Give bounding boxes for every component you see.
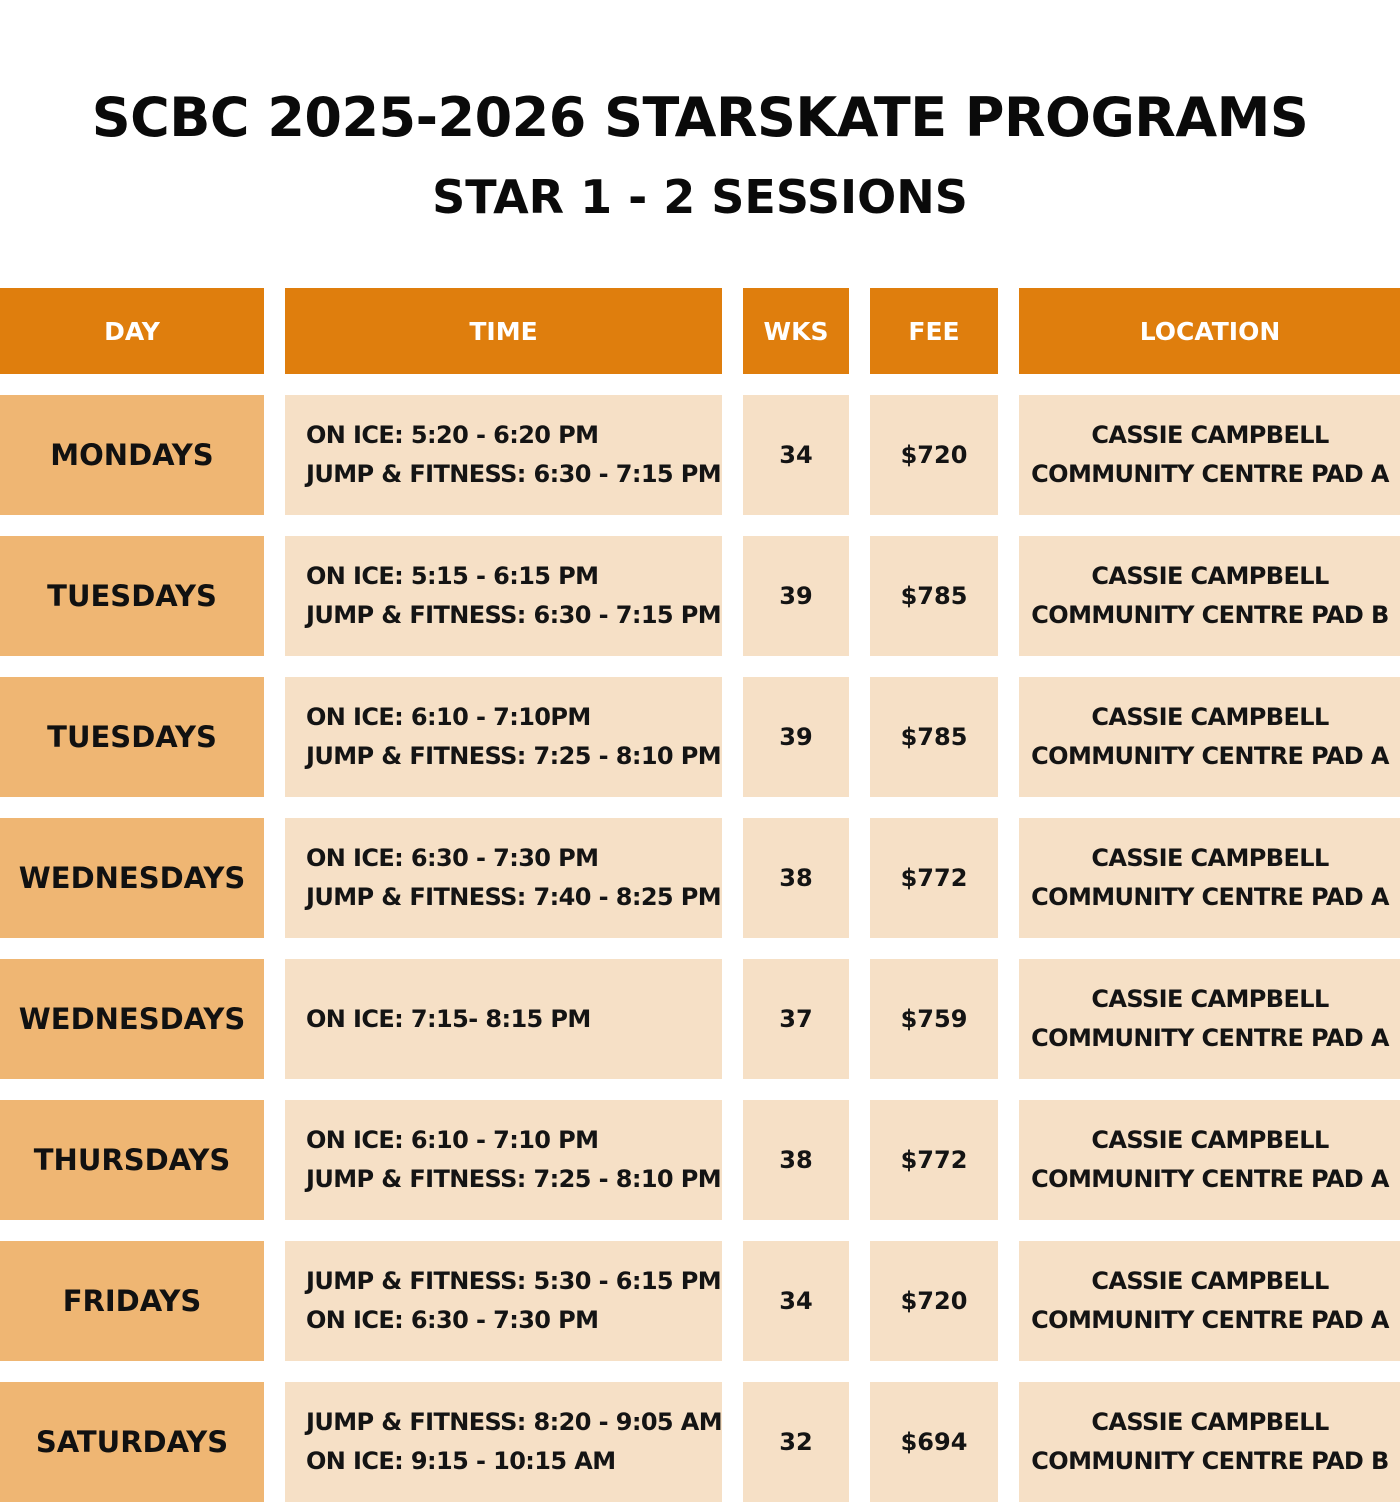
location-cell — [1019, 395, 1400, 515]
fee-cell: $772 — [870, 818, 998, 938]
location-cell — [1019, 1382, 1400, 1502]
fee-cell: $785 — [870, 677, 998, 797]
location-line: COMMUNITY CENTRE PAD A — [1031, 1165, 1389, 1193]
weeks-cell: 39 — [743, 536, 849, 656]
day-cell: THURSDAYS — [0, 1100, 264, 1220]
day-cell: WEDNESDAYS — [0, 818, 264, 938]
time-lines — [306, 1403, 722, 1481]
location-lines — [1031, 980, 1389, 1058]
time-cell — [285, 395, 722, 515]
location-line: COMMUNITY CENTRE PAD B — [1031, 601, 1389, 629]
location-cell — [1019, 1241, 1400, 1361]
fee-cell: $772 — [870, 1100, 998, 1220]
location-line: COMMUNITY CENTRE PAD A — [1031, 1024, 1389, 1052]
column-header-weeks: WKS — [743, 288, 849, 374]
location-line: CASSIE CAMPBELL — [1091, 1126, 1329, 1154]
time-line: ON ICE: 9:15 - 10:15 AM — [306, 1447, 616, 1475]
location-cell — [1019, 818, 1400, 938]
time-cell — [285, 818, 722, 938]
location-cell — [1019, 959, 1400, 1079]
weeks-cell: 34 — [743, 1241, 849, 1361]
time-lines — [306, 1262, 721, 1340]
time-lines — [306, 1000, 591, 1039]
location-lines — [1031, 557, 1388, 635]
time-line: ON ICE: 6:10 - 7:10 PM — [306, 1126, 599, 1154]
time-line: ON ICE: 6:30 - 7:30 PM — [306, 844, 599, 872]
location-cell — [1019, 677, 1400, 797]
time-line: JUMP & FITNESS: 7:25 - 8:10 PM — [306, 1165, 722, 1193]
day-cell: MONDAYS — [0, 395, 264, 515]
location-line: COMMUNITY CENTRE PAD A — [1031, 883, 1389, 911]
weeks-cell: 37 — [743, 959, 849, 1079]
location-line: CASSIE CAMPBELL — [1091, 1267, 1329, 1295]
location-cell — [1019, 1100, 1400, 1220]
location-lines — [1031, 416, 1389, 494]
column-header-fee: FEE — [870, 288, 998, 374]
location-line: CASSIE CAMPBELL — [1091, 844, 1329, 872]
weeks-cell: 34 — [743, 395, 849, 515]
time-cell — [285, 536, 722, 656]
time-cell — [285, 1241, 722, 1361]
schedule-table — [0, 288, 1400, 1502]
location-lines — [1031, 839, 1389, 917]
location-lines — [1031, 1403, 1388, 1481]
day-cell: WEDNESDAYS — [0, 959, 264, 1079]
weeks-cell: 38 — [743, 1100, 849, 1220]
time-line: ON ICE: 5:15 - 6:15 PM — [306, 562, 599, 590]
column-header-location: LOCATION — [1019, 288, 1400, 374]
location-line: CASSIE CAMPBELL — [1091, 421, 1329, 449]
page-title: SCBC 2025-2026 STARSKATE PROGRAMS — [91, 86, 1309, 149]
time-lines — [306, 1121, 721, 1199]
page-subtitle: STAR 1 - 2 SESSIONS — [432, 170, 968, 224]
location-line: CASSIE CAMPBELL — [1091, 985, 1329, 1013]
location-line: COMMUNITY CENTRE PAD A — [1031, 742, 1389, 770]
weeks-cell: 38 — [743, 818, 849, 938]
time-line: JUMP & FITNESS: 7:25 - 8:10 PM — [306, 742, 722, 770]
location-line: CASSIE CAMPBELL — [1091, 1408, 1329, 1436]
location-line: COMMUNITY CENTRE PAD B — [1031, 1447, 1389, 1475]
time-lines — [306, 698, 721, 776]
column-header-time: TIME — [285, 288, 722, 374]
time-line: ON ICE: 7:15- 8:15 PM — [306, 1004, 591, 1033]
day-cell: FRIDAYS — [0, 1241, 264, 1361]
time-lines — [306, 416, 721, 494]
location-line: COMMUNITY CENTRE PAD A — [1031, 460, 1389, 488]
time-cell — [285, 1100, 722, 1220]
day-cell: TUESDAYS — [0, 536, 264, 656]
time-line: JUMP & FITNESS: 5:30 - 6:15 PM — [306, 1267, 722, 1295]
fee-cell: $759 — [870, 959, 998, 1079]
weeks-cell: 39 — [743, 677, 849, 797]
time-lines — [306, 557, 721, 635]
time-line: ON ICE: 6:10 - 7:10PM — [306, 703, 591, 731]
time-cell — [285, 1382, 722, 1502]
location-lines — [1031, 698, 1389, 776]
location-cell — [1019, 536, 1400, 656]
location-lines — [1031, 1121, 1389, 1199]
fee-cell: $694 — [870, 1382, 998, 1502]
day-cell: TUESDAYS — [0, 677, 264, 797]
day-cell: SATURDAYS — [0, 1382, 264, 1502]
time-line: ON ICE: 6:30 - 7:30 PM — [306, 1306, 599, 1334]
time-line: JUMP & FITNESS: 7:40 - 8:25 PM — [306, 883, 722, 911]
fee-cell: $720 — [870, 395, 998, 515]
fee-cell: $720 — [870, 1241, 998, 1361]
weeks-cell: 32 — [743, 1382, 849, 1502]
time-line: JUMP & FITNESS: 6:30 - 7:15 PM — [306, 601, 722, 629]
time-line: JUMP & FITNESS: 6:30 - 7:15 PM — [306, 460, 722, 488]
time-cell — [285, 959, 722, 1079]
time-cell — [285, 677, 722, 797]
location-lines — [1031, 1262, 1389, 1340]
time-line: JUMP & FITNESS: 8:20 - 9:05 AM — [306, 1408, 722, 1436]
time-lines — [306, 839, 721, 917]
time-line: ON ICE: 5:20 - 6:20 PM — [306, 421, 599, 449]
fee-cell: $785 — [870, 536, 998, 656]
location-line: CASSIE CAMPBELL — [1091, 562, 1329, 590]
location-line: COMMUNITY CENTRE PAD A — [1031, 1306, 1389, 1334]
location-line: CASSIE CAMPBELL — [1091, 703, 1329, 731]
column-header-day: DAY — [0, 288, 264, 374]
